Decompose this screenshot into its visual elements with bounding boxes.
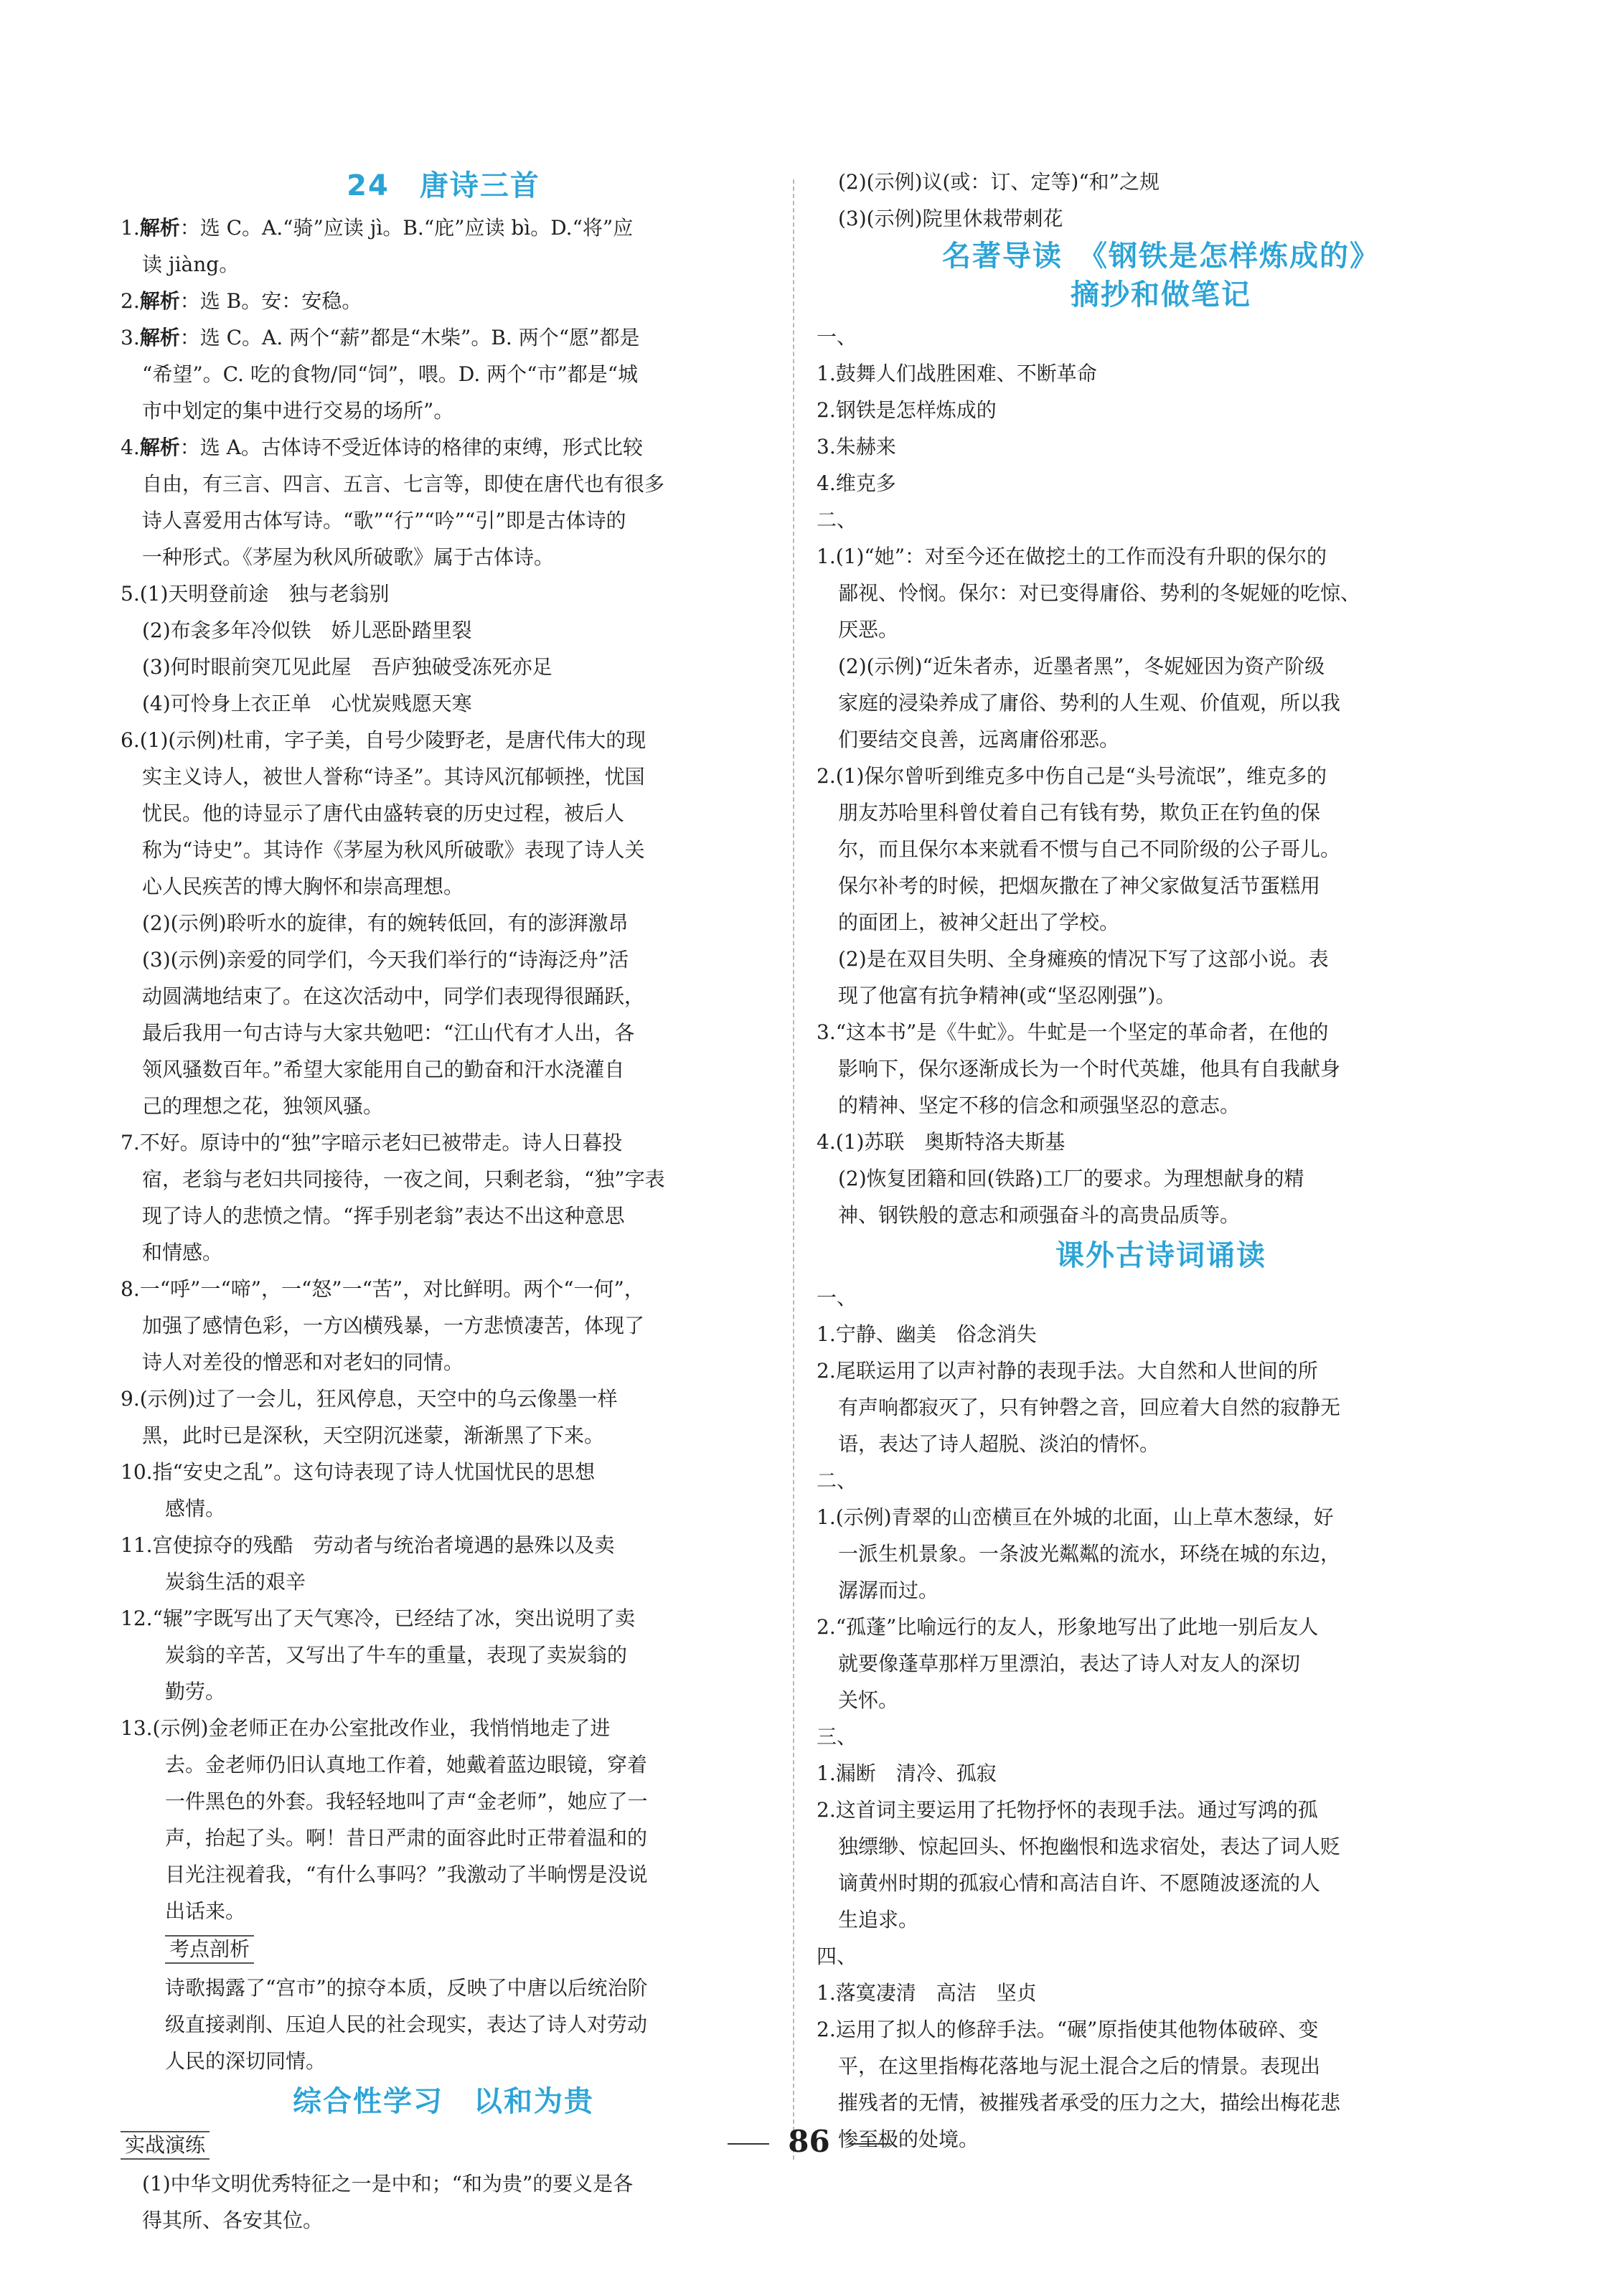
answer-line: 领风骚数百年。”希望大家能用自己的勤奋和汗水浇灌自 [142,1058,625,1081]
answer-line: 朋友苏哈里科曾仗着自己有钱有势，欺负正在钓鱼的保 [838,801,1321,824]
zonghe-answer-3: (3)(示例)院里休栽带刺花 [838,207,1063,230]
answer-line: 黑，此时已是深秋，天空阴沉迷蒙，渐渐黑了下来。 [142,1424,605,1447]
answer-line: 谪黄州时期的孤寂心情和高洁自许、不愿随波逐流的人 [838,1871,1321,1895]
answer-line: 心人民疾苦的博大胸怀和崇高理想。 [142,875,464,898]
answer-line: 最后我用一句古诗与大家共勉吧：“江山代有才人出，各 [142,1021,635,1045]
answer-10: 10.指“安史之乱”。这句诗表现了诗人忧国忧民的思想 [121,1460,596,1484]
answer-line: (2)是在双目失明、全身瘫痪的情况下写了这部小说。表 [838,947,1329,971]
page-number-dash-right [849,2143,890,2145]
answer-text: ：选 B。安：安稳。 [179,289,362,313]
answer-text: ：选 A。古体诗不受近体诗的格律的束缚，形式比较 [179,436,643,459]
shizhan-label: 实战演练 [121,2131,210,2160]
answer-line: 动圆满地结束了。在这次活动中，同学们表现得很踊跃， [142,984,645,1008]
section-title-tangshi: 24 唐诗三首 [347,169,540,202]
answer-line: 独缥缈、惊起回头、怀抱幽恨和选求宿处，表达了词人贬 [838,1835,1341,1858]
answer-line: 的精神、坚定不移的信念和顽强坚忍的意志。 [838,1093,1241,1117]
answer-12: 12.“辗”字既写出了天气寒冷，已经结了冰，突出说明了卖 [121,1606,636,1630]
page-number-dash-left [728,2143,769,2145]
answer-line: (2)恢复团籍和回(铁路)工厂的要求。为理想献身的精 [838,1167,1304,1190]
kaodian-label-row [121,1929,766,1970]
answer-line: (4)可怜身上衣正单 心忧炭贱愿天寒 [142,692,472,715]
answer-line: 2.尾联运用了以声衬静的表现手法。大自然和人世间的所 [817,1359,1318,1383]
answer-5: 5.(1)天明登前途 独与老翁别 [121,582,390,606]
answer-line: 诗人喜爱用古体写诗。“歌”“行”“吟”“引”即是古体诗的 [142,509,626,532]
answer-line: 4.(1)苏联 奥斯特洛夫斯基 [817,1130,1066,1154]
answer-line: 的面团上，被神父赶出了学校。 [838,911,1120,934]
answer-line: 1.鼓舞人们战胜困难、不断革命 [817,362,1097,385]
answer-line: 宿，老翁与老妇共同接待，一夜之间，只剩老翁，“独”字表 [142,1167,665,1191]
part-heading: 二、 [817,1469,857,1492]
answer-13: 13.(示例)金老师正在办公室批改作业，我悄悄地走了进 [121,1716,611,1740]
answer-line: 称为“诗史”。其诗作《茅屋为秋风所破歌》表现了诗人关 [142,838,645,862]
answer-line: 2.(1)保尔曾听到维克多中伤自己是“头号流氓”，维克多的 [817,764,1327,788]
answer-line: 去。金老师仍旧认真地工作着，她戴着蓝边眼镜，穿着 [165,1753,648,1777]
analysis-tag: 解析 [139,289,180,313]
section-title-kewai: 课外古诗词诵读 [1055,1239,1266,1272]
answer-line: 一派生机景象。一条波光粼粼的流水，环绕在城的东边， [838,1542,1341,1566]
answer-line: 潺潺而过。 [838,1578,939,1602]
answer-8: 8.一“呼”一“啼”，一“怒”一“苦”，对比鲜明。两个“一何”， [121,1277,644,1301]
answer-line: 家庭的浸染养成了庸俗、势利的人生观、价值观，所以我 [838,691,1341,715]
answer-line: 诗人对差役的憎恶和对老妇的同情。 [142,1350,464,1374]
answer-line: 出话来。 [165,1899,246,1923]
answer-line: 1.宁静、幽美 俗念消失 [817,1322,1037,1346]
left-column [121,164,766,2239]
answer-9: 9.(示例)过了一会儿，狂风停息，天空中的乌云像墨一样 [121,1387,618,1411]
kaodian-line: 诗歌揭露了“宫市”的掠夺本质，反映了中唐以后统治阶 [165,1976,648,2000]
answer-line: 读 jiàng。 [142,253,240,276]
part-heading: 一、 [817,1286,857,1309]
answer-line: 影响下，保尔逐渐成长为一个时代英雄，他具有自我献身 [838,1057,1341,1081]
answer-line: 一件黑色的外套。我轻轻地叫了声“金老师”，她应了一 [165,1789,648,1813]
answer-line: 摧残者的无情，被摧残者承受的压力之大，描绘出梅花悲 [838,2091,1341,2114]
answer-line: 炭翁生活的艰辛 [165,1570,306,1594]
answer-line: 鄙视、怜悯。保尔：对已变得庸俗、势利的冬妮娅的吃惊、 [838,581,1361,605]
part-heading: 四、 [817,1944,857,1968]
answer-line: 一种形式。《茅屋为秋风所破歌》属于古体诗。 [142,545,555,569]
answer-line: 2.这首词主要运用了托物抒怀的表现手法。通过写鸿的孤 [817,1798,1318,1822]
answer-line: 生追求。 [838,1908,919,1932]
answer-line: 加强了感情色彩，一方凶横残暴，一方悲愤凄苦，体现了 [142,1314,645,1337]
answer-line: 1.(1)“她”：对至今还在做挖土的工作而没有升职的保尔的 [817,545,1327,568]
answer-3 [121,319,766,356]
answer-line: 1.落寞凄清 高洁 坚贞 [817,1981,1037,2005]
kaodian-line: 人民的深切同情。 [165,2049,326,2073]
section-title-zonghe: 综合性学习 以和为贵 [293,2085,594,2118]
answer-line: 就要像蓬草那样万里漂泊，表达了诗人对友人的深切 [838,1652,1301,1675]
answer-line: 3.“这本书”是《牛虻》。牛虻是一个坚定的革命者，在他的 [817,1020,1329,1044]
analysis-tag: 解析 [139,436,180,459]
answer-2 [121,283,766,319]
answer-line: 市中划定的集中进行交易的场所”。 [142,399,454,423]
answer-line: 2.运用了拟人的修辞手法。“碾”原指使其他物体破碎、变 [817,2018,1319,2041]
answer-6: 6.(1)(示例)杜甫，字子美，自号少陵野老，是唐代伟大的现 [121,728,646,752]
answer-4 [121,429,766,466]
answer-line: 厌恶。 [838,618,899,641]
answer-line: 们要结交良善，远离庸俗邪恶。 [838,728,1120,751]
answer-number: 3. [121,326,140,349]
answer-line: 自由，有三言、四言、五言、七言等，即使在唐代也有很多 [142,472,665,496]
part-heading: 一、 [817,325,857,349]
answer-line: 尔，而且保尔本来就看不惯与自己不同阶级的公子哥儿。 [838,837,1341,861]
kaodian-line: 级直接剥削、压迫人民的社会现实，表达了诗人对劳动 [165,2013,648,2036]
answer-number: 4. [121,436,140,459]
answer-line: 惨至极的处境。 [838,2127,979,2151]
analysis-tag: 解析 [139,326,180,349]
answer-line: 平，在这里指梅花落地与泥土混合之后的情景。表现出 [838,2054,1321,2078]
answer-line: 目光注视着我，“有什么事吗？”我激动了半晌愣是没说 [165,1863,648,1886]
answer-1 [121,210,766,246]
answer-line: 有声响都寂灭了，只有钟磬之音，回应着大自然的寂静无 [838,1396,1341,1419]
answer-7: 7.不好。原诗中的“独”字暗示老妇已被带走。诗人日暮投 [121,1131,623,1154]
answer-line: 和情感。 [142,1241,223,1264]
zonghe-answer-2: (2)(示例)议(或：订、定等)“和”之规 [838,170,1160,194]
answer-line: 实主义诗人，被世人誉称“诗圣”。其诗风沉郁顿挫，忧国 [142,765,645,789]
answer-line: 3.朱赫来 [817,435,896,458]
analysis-tag: 解析 [139,216,180,240]
part-heading: 三、 [817,1725,857,1749]
shizhan-line: 得其所、各安其位。 [142,2208,324,2232]
section-subtitle-zhaochao: 摘抄和做笔记 [1071,278,1251,311]
answer-line: 神、钢铁般的意志和顽强奋斗的高贵品质等。 [838,1203,1241,1227]
page-number-text: 86 [788,2124,830,2159]
page-number [0,2124,1618,2159]
answer-number: 1. [121,216,140,240]
answer-line: (2)(示例)聆听水的旋律，有的婉转低回，有的澎湃激昂 [142,911,629,935]
answer-line: 现了诗人的悲愤之情。“挥手别老翁”表达不出这种意思 [142,1204,625,1228]
answer-line: 勤劳。 [165,1680,226,1703]
answer-line: 保尔补考的时候，把烟灰撒在了神父家做复活节蛋糕用 [838,874,1321,898]
section-title-mingzhu: 名著导读 《钢铁是怎样炼成的》 [942,240,1380,273]
answer-line: 2.“孤蓬”比喻远行的友人，形象地写出了此地一别后友人 [817,1615,1319,1639]
answer-line: 感情。 [165,1497,226,1520]
answer-line: (2)(示例)“近朱者赤，近墨者黑”，冬妮娅因为资产阶级 [838,654,1325,678]
answer-line: 关怀。 [838,1688,899,1712]
column-divider [793,179,794,2160]
answer-number: 2. [121,289,140,313]
answer-line: 2.钢铁是怎样炼成的 [817,398,997,422]
part-heading: 二、 [817,508,857,532]
answer-line: (3)何时眼前突兀见此屋 吾庐独破受冻死亦足 [142,655,552,679]
answer-line: 己的理想之花，独领风骚。 [142,1094,384,1118]
kaodian-label: 考点剖析 [165,1935,254,1964]
answer-line: 4.维克多 [817,471,896,495]
shizhan-line: (1)中华文明优秀特征之一是中和；“和为贵”的要义是各 [142,2172,634,2196]
answer-line: 现了他富有抗争精神(或“坚忍刚强”)。 [838,984,1176,1007]
answer-text: ：选 C。A. 两个“薪”都是“木柴”。B. 两个“愿”都是 [179,326,640,349]
answer-11: 11.宫使掠夺的残酷 劳动者与统治者境遇的悬殊以及卖 [121,1533,615,1557]
answer-line: 语，表达了诗人超脱、淡泊的情怀。 [838,1432,1160,1456]
answer-text: ：选 C。A.“骑”应读 jì。B.“庇”应读 bì。D.“将”应 [179,216,634,240]
answer-line: 声，抬起了头。啊！昔日严肃的面容此时正带着温和的 [165,1826,648,1850]
answer-line: 忧民。他的诗显示了唐代由盛转衰的历史过程，被后人 [142,801,625,825]
answer-line: “希望”。C. 吃的食物/同“饲”，喂。D. 两个“市”都是“城 [142,362,639,386]
answer-line: (3)(示例)亲爱的同学们，今天我们举行的“诗海泛舟”活 [142,948,629,971]
answer-line: 1.漏断 清冷、孤寂 [817,1761,997,1785]
right-column [817,164,1505,2158]
answer-line: 炭翁的辛苦，又写出了牛车的重量，表现了卖炭翁的 [165,1643,628,1667]
answer-line: (2)布衾多年冷似铁 娇儿恶卧踏里裂 [142,618,472,642]
answer-line: 1.(示例)青翠的山峦横亘在外城的北面，山上草木葱绿，好 [817,1505,1334,1529]
